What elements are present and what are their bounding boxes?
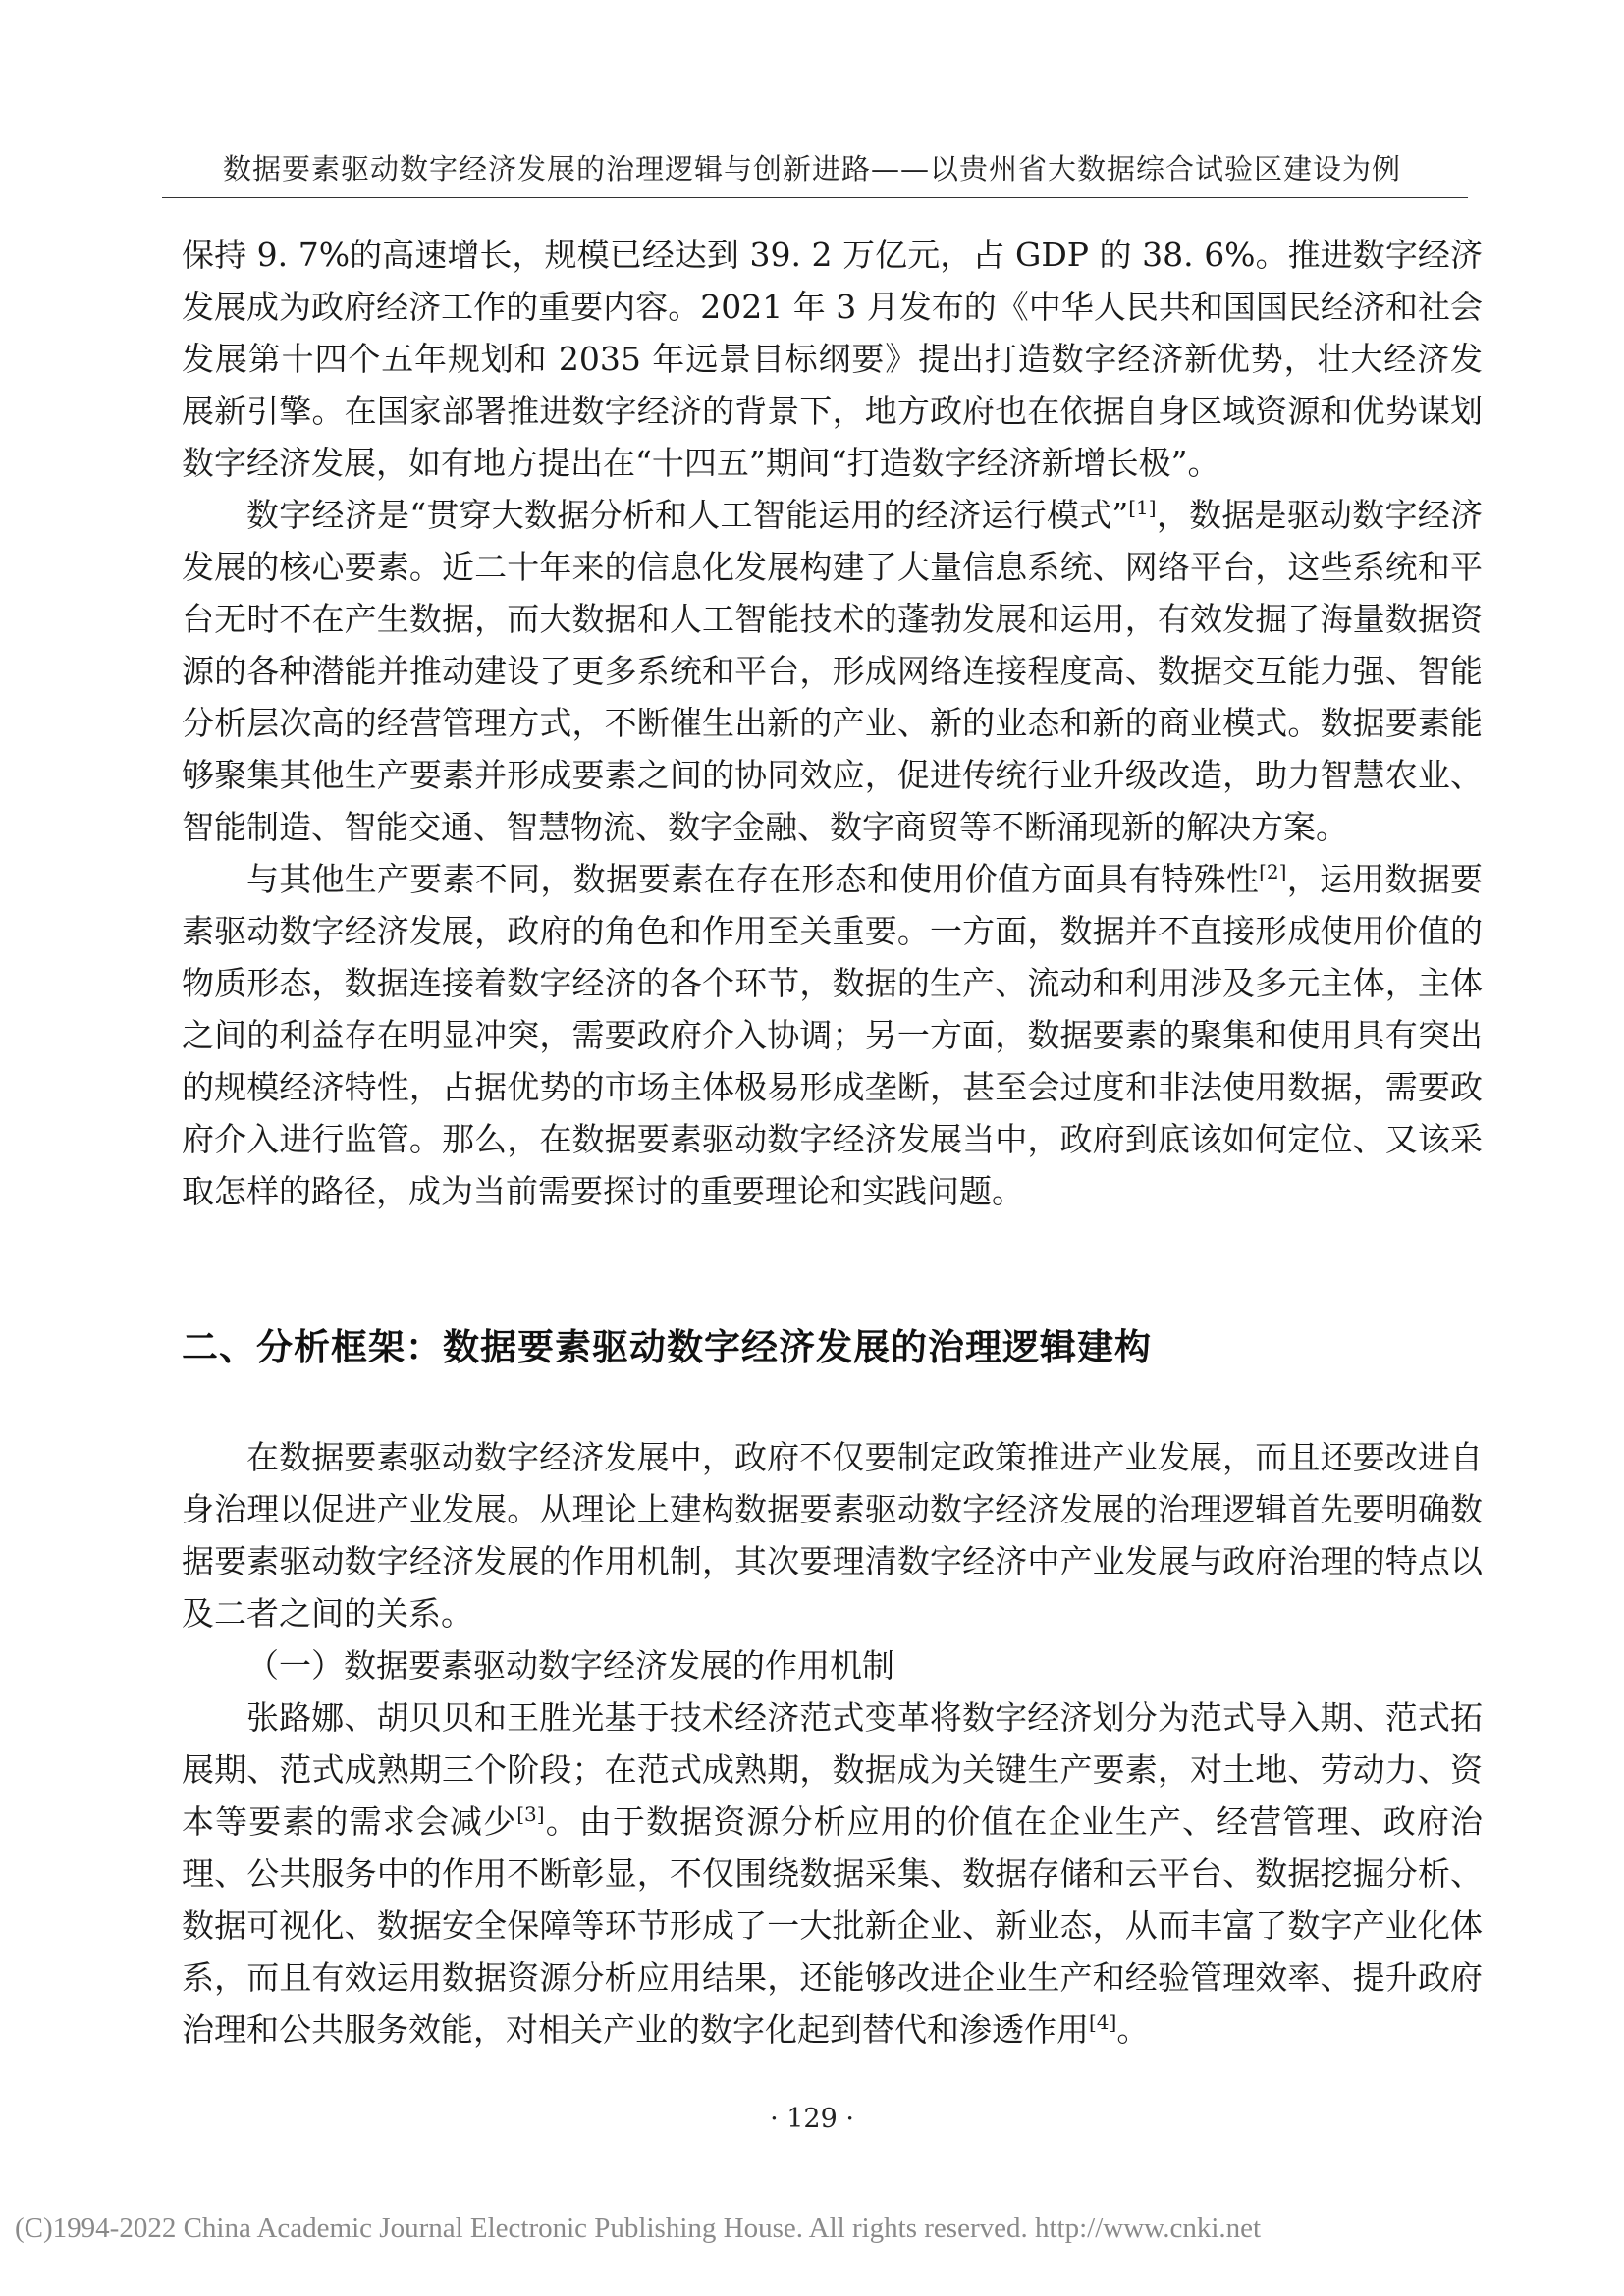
paragraph-2 [182,489,1483,853]
paragraph-4: 在数据要素驱动数字经济发展中，政府不仅要制定政策推进产业发展，而且还要改进自身治理以促进产业发展。从理论上建构数据要素驱动数字经济发展的治理逻辑首先要明确数据要素驱动数字经济发展的作用机制，其次要理清数字经济中产业发展与政府治理的特点以及二者之间的关系。 [182,1438,1483,1632]
section-heading: 二、分析框架：数据要素驱动数字经济发展的治理逻辑建构 [182,1326,1152,1368]
body-block-section-2 [182,1431,1483,2056]
copyright-footer: (C)1994-2022 China Academic Journal Electronic Publishing House. All rights reserved. http://www.cnki.net [15,2213,1262,2244]
citation-2: [2] [1259,860,1287,883]
page-number: · 129 · [770,2104,854,2134]
paragraph-3-text-b: ，运用数据要素驱动数字经济发展，政府的角色和作用至关重要。一方面，数据并不直接形成使用价值的物质形态，数据连接着数字经济的各个环节，数据的生产、流动和利用涉及多元主体，主体之间的利益存在明显冲突，需要政府介入协调；另一方面，数据要素的聚集和使用具有突出的规模经济特性，占据优势的市场主体极易形成垄断，甚至会过度和非法使用数据，需要政府介入进行监管。那么，在数据要素驱动数字经济发展当中，政府到底该如何定位、又该采取怎样的路径，成为当前需要探讨的重要理论和实践问题。 [182,860,1484,1210]
citation-4: [4] [1089,2010,1117,2034]
running-head: 数据要素驱动数字经济发展的治理逻辑与创新进路——以贵州省大数据综合试验区建设为例 [222,152,1401,186]
body-block-intro [182,229,1483,1217]
paragraph-2-text-a: 数字经济是“贯穿大数据分析和人工智能运用的经济运行模式” [246,496,1129,534]
paragraph-3-text-a: 与其他生产要素不同，数据要素在存在形态和使用价值方面具有特殊性 [246,860,1260,898]
citation-3: [3] [516,1802,545,1826]
citation-1: [1] [1128,496,1157,519]
paragraph-1: 保持 9. 7%的高速增长，规模已经达到 39. 2 万亿元，占 GDP 的 38. 6%。推进数字经济发展成为政府经济工作的重要内容。2021 年 3 月发布的《中华人民共和国国民经济和社会发展第十四个五年规划和 2035 年远景目标纲要》提出打造数字经济新优势，壮大经济发展新引擎。在国家部署推进数字经济的背景下，地方政府也在依据自身区域资源和优势谋划数字经济发展，如有地方提出在“十四五”期间“打造数字经济新增长极”。 [182,236,1483,482]
subsection-heading: （一）数据要素驱动数字经济发展的作用机制 [246,1646,894,1684]
paragraph-5-text-a: 张路娜、胡贝贝和王胜光基于技术经济范式变革将数字经济划分为范式导入期、范式拓展期、范式成熟期三个阶段；在范式成熟期，数据成为关键生产要素，对土地、劳动力、资本等要素的需求会减少 [182,1698,1483,1841]
paragraph-5-text-b: 。由于数据资源分析应用的价值在企业生产、经营管理、政府治理、公共服务中的作用不断彰显，不仅围绕数据采集、数据存储和云平台、数据挖掘分析、数据可视化、数据安全保障等环节形成了一大批新企业、新业态，从而丰富了数字产业化体系，而且有效运用数据资源分析应用结果，还能够改进企业生产和经验管理效率、提升政府治理和公共服务效能，对相关产业的数字化起到替代和渗透作用 [182,1802,1484,2049]
paragraph-3 [182,853,1483,1217]
paragraph-5-text-c: 。 [1116,2010,1150,2049]
paragraph-5 [182,1691,1483,2056]
header-rule [162,197,1468,198]
paragraph-2-text-b: ，数据是驱动数字经济发展的核心要素。近二十年来的信息化发展构建了大量信息系统、网络平台，这些系统和平台无时不在产生数据，而大数据和人工智能技术的蓬勃发展和运用，有效发掘了海量数据资源的各种潜能并推动建设了更多系统和平台，形成网络连接程度高、数据交互能力强、智能分析层次高的经营管理方式，不断催生出新的产业、新的业态和新的商业模式。数据要素能够聚集其他生产要素并形成要素之间的协同效应，促进传统行业升级改造，助力智慧农业、智能制造、智能交通、智慧物流、数字金融、数字商贸等不断涌现新的解决方案。 [182,496,1484,846]
